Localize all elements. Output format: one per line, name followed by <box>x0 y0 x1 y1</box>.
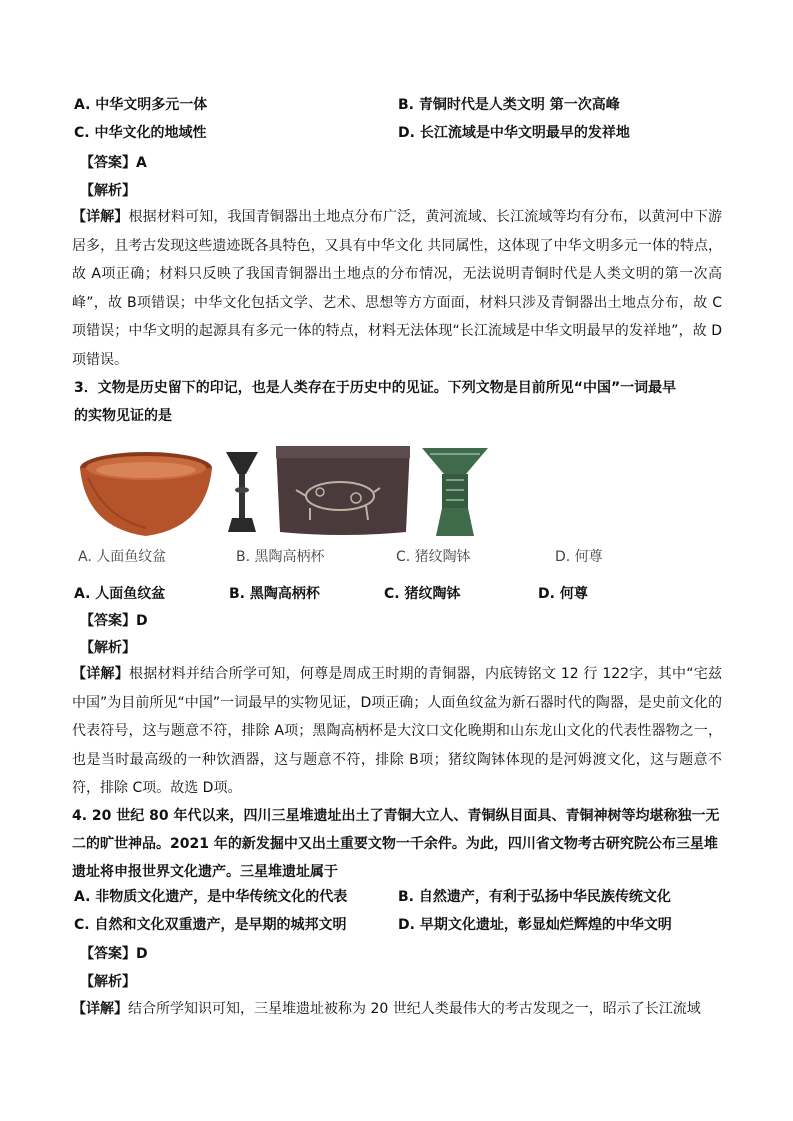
answer-label: 【答案】 <box>80 155 136 171</box>
q3-option-c: C. 猪纹陶钵 <box>384 586 461 602</box>
answer-value: D <box>136 613 148 629</box>
detail-label: 【详解】 <box>72 666 129 682</box>
q4-stem: 4. 20 世纪 80 年代以来，四川三星堆遗址出土了青铜大立人、青铜纵目面具、青铜神树等均堪称独一无二的旷世神品。2021 年的新发掘中又出土重要文物一千余件。为此，四川省文物考古研究院公布三星堆遗址将申报世界文化遗产。三星堆遗址属于 <box>72 808 720 880</box>
q3-detail <box>72 660 722 803</box>
answer-value: D <box>136 946 148 962</box>
q2-detail <box>72 203 722 374</box>
detail-text: 根据材料并结合所学可知，何尊是周成王时期的青铜器，内底铸铭文 12 行 122字，其中“宅兹中国”为目前所见“中国”一词最早的实物见证，D项正确；人面鱼纹盆为新石器时代的陶器，是史前文化的代表符号，这与题意不符，排除 A项；黑陶高柄杯是大汶口文化晚期和山东龙山文化的代表性器物之一，也是当时最高级的一种饮酒器，这与题意不符，排除 B项；猪纹陶钵体现的是河姆渡文化，这与题意不符，排除 C项。故选 D项。 <box>72 666 723 796</box>
caption-c: C. 猪纹陶钵 <box>396 549 471 565</box>
q4-option-c: C. 自然和文化双重遗产，是早期的城邦文明 <box>74 917 347 933</box>
q3-option-b: B. 黑陶高柄杯 <box>229 586 320 602</box>
q2-option-b: B. 青铜时代是人类文明 第一次高峰 <box>398 97 620 113</box>
caption-d: D. 何尊 <box>555 549 603 565</box>
caption-b: B. 黑陶高柄杯 <box>236 549 325 565</box>
q3-stem-line1: 3．文物是历史留下的印记，也是人类存在于历史中的见证。下列文物是目前所见“中国”一词最早 <box>74 380 677 396</box>
q3-analysis-label: 【解析】 <box>80 640 136 656</box>
q3-option-a: A. 人面鱼纹盆 <box>74 586 166 602</box>
pig-pattern-bowl-image <box>270 440 416 540</box>
human-face-fish-basin-image <box>76 448 216 540</box>
q4-option-b: B. 自然遗产，有利于弘扬中华民族传统文化 <box>398 889 671 905</box>
detail-text: 根据材料可知，我国青铜器出土地点分布广泛，黄河流域、长江流域等均有分布，以黄河中下游居多，且考古发现这些遗迹既各具特色，又具有中华文化 共同属性，这体现了中华文明多元一体的特点，故 A项正确；材料只反映了我国青铜器出土地点的分布情况，无法说明青铜时代是人类文明的第一次高峰”，故 B项错误；中华文化包括文学、艺术、思想等方方面面，材料只涉及青铜器出土地点分布，故 C项错误；中华文明的起源具有多元一体的特点，材料无法体现“长江流域是中华文明最早的发祥地”，故 D项错误。 <box>72 209 723 368</box>
detail-label: 【详解】 <box>72 209 129 225</box>
detail-text: 结合所学知识可知，三星堆遗址被称为 20 世纪人类最伟大的考古发现之一，昭示了长江流域 <box>128 1001 701 1017</box>
q2-option-d: D. 长江流域是中华文明最早的发祥地 <box>398 125 630 141</box>
q4-option-a: A. 非物质文化遗产，是中华传统文化的代表 <box>74 889 348 905</box>
answer-label: 【答案】 <box>80 613 136 629</box>
q3-answer <box>80 611 148 631</box>
q3-stem-line2: 的实物见证的是 <box>74 408 172 424</box>
q4-detail <box>72 995 722 1024</box>
q2-option-c: C. 中华文化的地域性 <box>74 125 207 141</box>
caption-a: A. 人面鱼纹盆 <box>78 549 167 565</box>
q2-analysis-label: 【解析】 <box>80 183 136 199</box>
detail-label: 【详解】 <box>72 1001 128 1017</box>
q4-analysis-label: 【解析】 <box>80 974 136 990</box>
q2-option-a: A. 中华文明多元一体 <box>74 97 208 113</box>
black-pottery-stem-cup-image <box>222 446 262 538</box>
q2-answer <box>80 153 147 173</box>
q3-option-d: D. 何尊 <box>538 586 588 602</box>
answer-label: 【答案】 <box>80 946 136 962</box>
he-zun-bronze-image <box>420 444 490 540</box>
artifact-images <box>72 440 632 540</box>
q4-answer <box>80 944 148 964</box>
q4-option-d: D. 早期文化遗址，彰显灿烂辉煌的中华文明 <box>398 917 672 933</box>
answer-value: A <box>136 155 147 171</box>
